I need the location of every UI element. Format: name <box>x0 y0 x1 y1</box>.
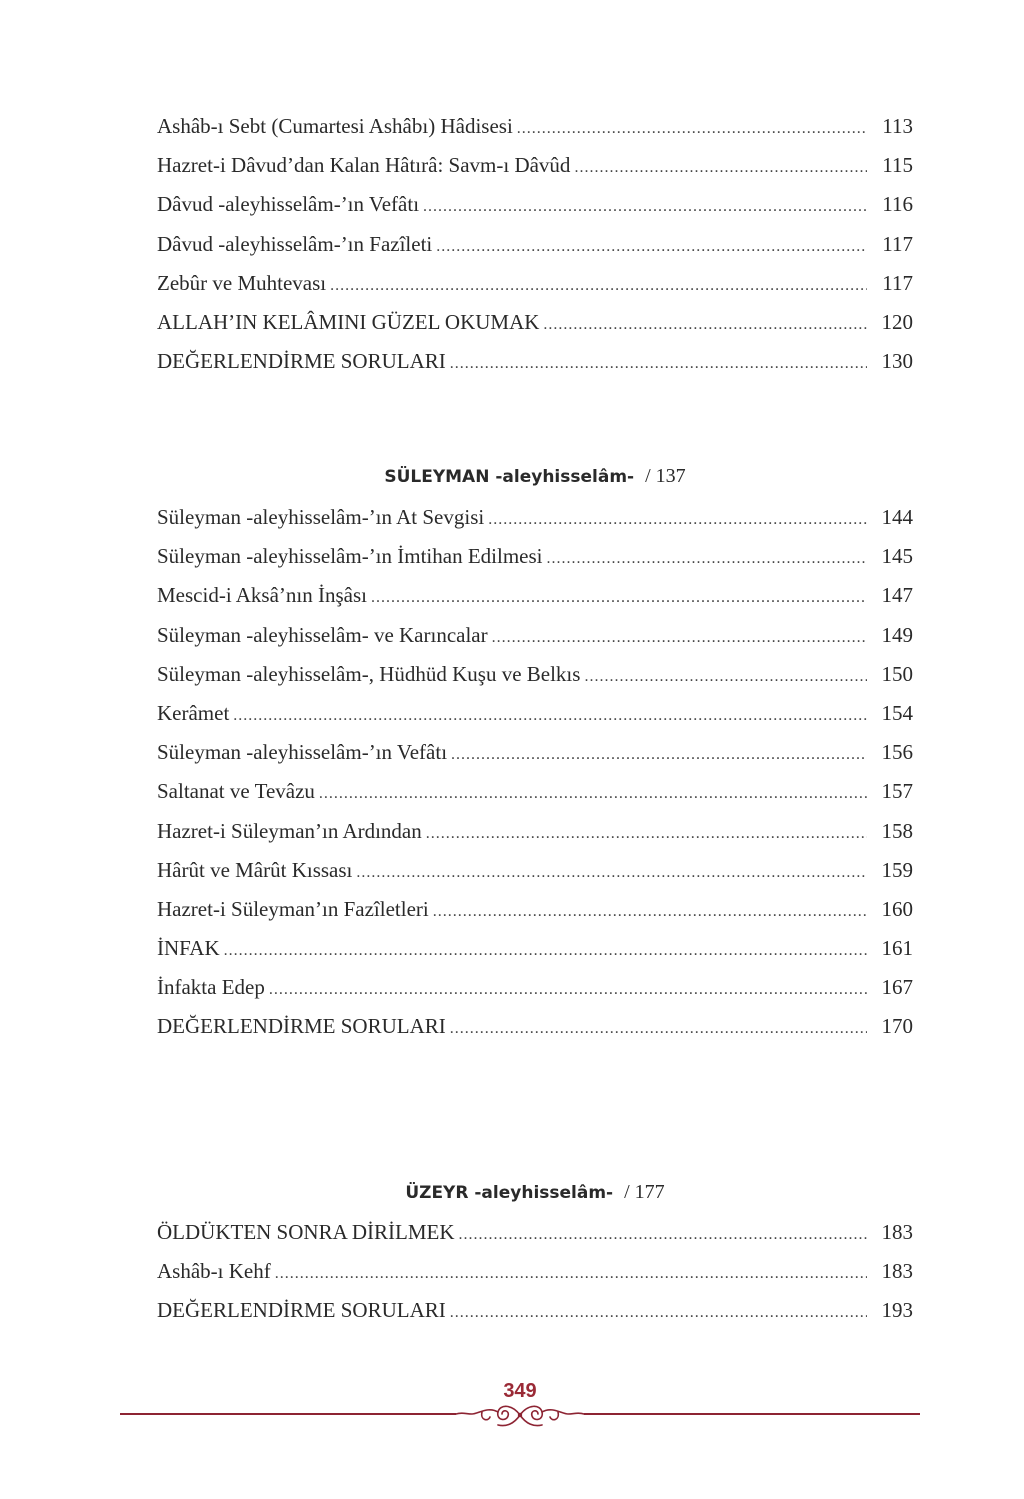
dot-leader <box>492 618 867 657</box>
toc-entry-title: Ashâb-ı Kehf <box>157 1259 271 1284</box>
toc-entry-title: DEĞERLENDİRME SORULARI <box>157 1298 446 1323</box>
dot-leader <box>269 970 867 1009</box>
toc-list-uzeyr <box>157 1213 913 1331</box>
toc-entry[interactable] <box>157 929 913 968</box>
toc-entry-page: 147 <box>881 583 913 608</box>
toc-entry[interactable] <box>157 1213 913 1252</box>
footer-rule-right <box>584 1413 920 1415</box>
toc-entry-page: 158 <box>881 818 913 843</box>
dot-leader <box>574 148 867 187</box>
dot-leader <box>319 774 867 813</box>
toc-list-suleyman <box>157 498 913 1047</box>
toc-entry-title: DEĞERLENDİRME SORULARI <box>157 1014 446 1039</box>
dot-leader <box>450 344 867 383</box>
toc-entry-page: 193 <box>881 1298 913 1323</box>
toc-entry-page: 149 <box>881 622 913 647</box>
toc-entry-page: 116 <box>882 192 913 217</box>
dot-leader <box>450 1009 867 1048</box>
toc-entry-title: Süleyman -aleyhisselâm-’ın İmtihan Edilmesi <box>157 544 543 569</box>
toc-entry-page: 130 <box>881 349 913 374</box>
toc-entry-page: 157 <box>881 779 913 804</box>
toc-entry[interactable] <box>157 1007 913 1046</box>
section-start-page: 177 <box>634 1181 665 1203</box>
toc-entry-title: Ashâb-ı Sebt (Cumartesi Ashâbı) Hâdisesi <box>157 114 513 138</box>
toc-entry-title: Hazret-i Süleyman’ın Fazîletleri <box>157 896 429 921</box>
toc-entry[interactable] <box>157 655 913 694</box>
footer-rule-left <box>120 1413 456 1415</box>
toc-entry-page: 150 <box>881 661 913 686</box>
toc-entry[interactable] <box>157 537 913 576</box>
toc-entry[interactable] <box>157 890 913 929</box>
toc-entry-title: Süleyman -aleyhisselâm-’ın At Sevgisi <box>157 505 485 529</box>
toc-entry[interactable] <box>157 968 913 1007</box>
toc-list-previous-section <box>157 107 913 381</box>
dot-leader <box>451 735 867 774</box>
toc-entry[interactable] <box>157 107 913 146</box>
dot-leader <box>330 266 867 305</box>
dot-leader <box>433 892 867 931</box>
toc-entry-page: 117 <box>882 270 913 295</box>
dot-leader <box>224 931 867 970</box>
toc-entry[interactable] <box>157 146 913 185</box>
dot-leader <box>233 696 867 735</box>
section-name: ÜZEYR -aleyhisselâm- <box>405 1183 614 1203</box>
toc-entry-page: 156 <box>881 740 913 765</box>
toc-entry[interactable] <box>157 851 913 890</box>
toc-entry-title: Mescid-i Aksâ’nın İnşâsı <box>157 583 367 608</box>
toc-entry-page: 144 <box>881 505 913 529</box>
toc-entry[interactable] <box>157 812 913 851</box>
toc-entry-title: Dâvud -aleyhisselâm-’ın Vefâtı <box>157 192 420 217</box>
section-separator: / <box>624 1181 630 1203</box>
toc-entry-page: 160 <box>881 896 913 921</box>
toc-entry-title: İnfakta Edep <box>157 975 265 1000</box>
toc-entry[interactable] <box>157 264 913 303</box>
dot-leader <box>423 187 867 226</box>
toc-entry-page: 159 <box>881 857 913 882</box>
ornament-center-dot <box>518 1413 522 1417</box>
section-heading-uzeyr[interactable] <box>157 1181 913 1204</box>
dot-leader <box>275 1254 867 1293</box>
dot-leader <box>356 853 867 892</box>
flourish-ornament-icon <box>452 1400 588 1430</box>
toc-entry[interactable] <box>157 1252 913 1291</box>
toc-entry-page: 183 <box>881 1220 913 1244</box>
dot-leader <box>459 1215 868 1254</box>
toc-entry-title: DEĞERLENDİRME SORULARI <box>157 349 446 374</box>
toc-entry-title: Süleyman -aleyhisselâm-’ın Vefâtı <box>157 740 448 765</box>
toc-entry-title: Zebûr ve Muhtevası <box>157 270 327 295</box>
page-footer <box>120 1380 920 1440</box>
toc-entry-page: 183 <box>881 1259 913 1284</box>
toc-entry-title: Hazret-i Süleyman’ın Ardından <box>157 818 422 843</box>
toc-entry-page: 170 <box>881 1014 913 1039</box>
toc-entry[interactable] <box>157 576 913 615</box>
section-separator: / <box>645 465 651 487</box>
dot-leader <box>426 814 867 853</box>
toc-entry[interactable] <box>157 225 913 264</box>
toc-entry-page: 120 <box>881 309 913 334</box>
page-number: 349 <box>503 1380 537 1402</box>
dot-leader <box>488 500 867 539</box>
toc-entry[interactable] <box>157 616 913 655</box>
toc-entry-title: Hazret-i Dâvud’dan Kalan Hâtırâ: Savm-ı Dâvûd <box>157 153 571 178</box>
toc-entry-title: Dâvud -aleyhisselâm-’ın Fazîleti <box>157 231 433 256</box>
toc-entry-page: 113 <box>882 114 913 138</box>
toc-entry-page: 145 <box>881 544 913 569</box>
toc-entry[interactable] <box>157 772 913 811</box>
toc-entry-page: 154 <box>881 700 913 725</box>
toc-entry-page: 167 <box>881 975 913 1000</box>
dot-leader <box>543 305 867 344</box>
toc-entry-title: Saltanat ve Tevâzu <box>157 779 315 804</box>
dot-leader <box>371 578 867 617</box>
dot-leader <box>450 1293 867 1332</box>
toc-entry-title: ALLAH’IN KELÂMINI GÜZEL OKUMAK <box>157 309 540 334</box>
dot-leader <box>517 109 867 148</box>
toc-entry-page: 161 <box>881 936 913 961</box>
toc-entry-title: İNFAK <box>157 936 220 961</box>
toc-entry[interactable] <box>157 342 913 381</box>
toc-entry[interactable] <box>157 1291 913 1330</box>
section-name: SÜLEYMAN -aleyhisselâm- <box>384 467 635 487</box>
toc-entry[interactable] <box>157 498 913 537</box>
section-heading-suleyman[interactable] <box>157 465 913 488</box>
toc-entry-title: Süleyman -aleyhisselâm-, Hüdhüd Kuşu ve Belkıs <box>157 661 581 686</box>
toc-entry[interactable] <box>157 694 913 733</box>
dot-leader <box>584 657 867 696</box>
section-start-page: 137 <box>655 465 686 487</box>
toc-entry[interactable] <box>157 303 913 342</box>
toc-entry-page: 117 <box>882 231 913 256</box>
toc-entry-title: ÖLDÜKTEN SONRA DİRİLMEK <box>157 1220 455 1244</box>
toc-entry-page: 115 <box>882 153 913 178</box>
toc-entry-title: Hârût ve Mârût Kıssası <box>157 857 353 882</box>
toc-entry-title: Süleyman -aleyhisselâm- ve Karıncalar <box>157 622 488 647</box>
dot-leader <box>547 539 868 578</box>
toc-entry-title: Kerâmet <box>157 700 230 725</box>
toc-entry[interactable] <box>157 733 913 772</box>
dot-leader <box>436 227 867 266</box>
toc-entry[interactable] <box>157 185 913 224</box>
